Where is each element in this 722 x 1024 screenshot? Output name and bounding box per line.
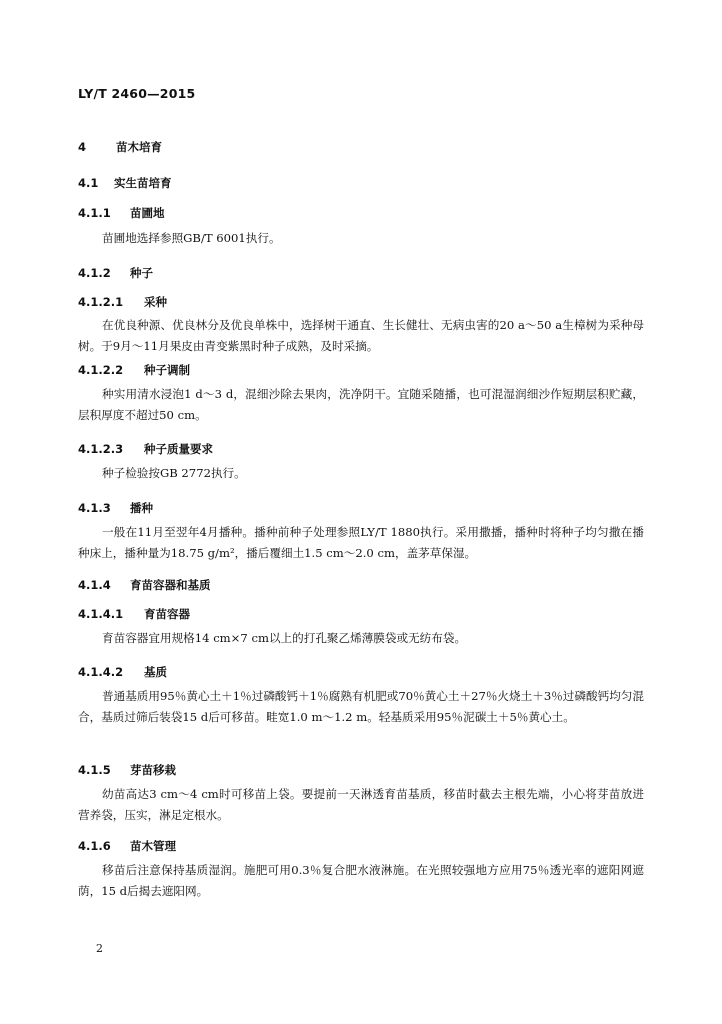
heading-4-1-4-2 — [78, 664, 167, 680]
heading-4 — [78, 139, 162, 155]
page-number: 2 — [96, 942, 103, 955]
heading-4-1-2-3 — [78, 441, 213, 457]
heading-number: 4 — [78, 140, 87, 154]
heading-4-1-2-1 — [78, 294, 167, 310]
heading-title: 播种 — [130, 501, 153, 515]
heading-4-1-5 — [78, 762, 176, 778]
paragraph-4-1-2-3: 种子检验按GB 2772执行。 — [102, 466, 246, 480]
heading-number: 4.1.4 — [78, 578, 111, 592]
paragraph-4-1-4-1: 育苗容器宜用规格14 cm×7 cm以上的打孔聚乙烯薄膜袋或无纺布袋。 — [102, 631, 467, 645]
heading-number: 4.1.5 — [78, 763, 111, 777]
heading-4-1-4 — [78, 577, 211, 593]
paragraph-4-1-6: 移苗后注意保持基质湿润。施肥可用0.3％复合肥水液淋施。在光照较强地方应用75％透光率的遮阳网遮荫，15 d后揭去遮阳网。 — [78, 863, 644, 898]
heading-number: 4.1.2.1 — [78, 295, 124, 309]
heading-number: 4.1.3 — [78, 501, 111, 515]
heading-number: 4.1.2 — [78, 266, 111, 280]
heading-4-1-6 — [78, 838, 176, 854]
paragraph-4-1-5: 幼苗高达3 cm～4 cm时可移苗上袋。要提前一天淋透育苗基质，移苗时截去主根先端，小心将芽苗放进营养袋，压实，淋足定根水。 — [78, 787, 644, 822]
heading-4-1-2-2 — [78, 362, 190, 378]
standard-code: LY/T 2460—2015 — [78, 86, 196, 101]
heading-title: 芽苗移栽 — [130, 763, 176, 777]
heading-title: 种子质量要求 — [144, 442, 213, 456]
heading-number: 4.1.2.2 — [78, 363, 124, 377]
heading-title: 采种 — [144, 295, 167, 309]
heading-number: 4.1.4.1 — [78, 607, 124, 621]
heading-title: 育苗容器和基质 — [130, 578, 211, 592]
heading-title: 基质 — [144, 665, 167, 679]
heading-title: 种子调制 — [144, 363, 190, 377]
paragraph-4-1-4-2: 普通基质用95％黄心土＋1％过磷酸钙＋1％腐熟有机肥或70％黄心土＋27％火烧土＋3％过磷酸钙均匀混合，基质过筛后装袋15 d后可移苗。畦宽1.0 m～1.2 m。轻基质采用95％泥碳土＋5％黄心土。 — [78, 689, 644, 724]
heading-number: 4.1.2.3 — [78, 442, 124, 456]
paragraph-4-1-3: 一般在11月至翌年4月播种。播种前种子处理参照LY/T 1880执行。采用撒播，播种时将种子均匀撒在播种床上，播种量为18.75 g/m²，播后覆细土1.5 cm～2.0 cm，盖茅草保湿。 — [78, 525, 644, 560]
heading-4-1-1 — [78, 205, 165, 221]
heading-title: 苗木管理 — [130, 839, 176, 853]
paragraph-4-1-1: 苗圃地选择参照GB/T 6001执行。 — [102, 231, 281, 245]
heading-number: 4.1.1 — [78, 206, 111, 220]
heading-title: 育苗容器 — [144, 607, 190, 621]
heading-number: 4.1.6 — [78, 839, 111, 853]
paragraph-4-1-2-2: 种实用清水浸泡1 d～3 d，混细沙除去果肉，洗净阴干。宜随采随播，也可混湿润细沙作短期层积贮藏，层积厚度不超过50 cm。 — [78, 387, 644, 422]
heading-number: 4.1 — [78, 176, 99, 190]
heading-title: 种子 — [130, 266, 153, 280]
heading-number: 4.1.4.2 — [78, 665, 124, 679]
heading-4-1-3 — [78, 500, 153, 516]
heading-title: 苗木培育 — [116, 140, 162, 154]
heading-4-1-2 — [78, 265, 153, 281]
heading-title: 苗圃地 — [130, 206, 165, 220]
heading-title: 实生苗培育 — [114, 176, 172, 190]
heading-4-1-4-1 — [78, 606, 190, 622]
paragraph-4-1-2-1: 在优良种源、优良林分及优良单株中，选择树干通直、生长健壮、无病虫害的20 a～50 a生樟树为采种母树。于9月～11月果皮由青变紫黑时种子成熟，及时采摘。 — [78, 318, 644, 353]
heading-4-1 — [78, 175, 172, 191]
